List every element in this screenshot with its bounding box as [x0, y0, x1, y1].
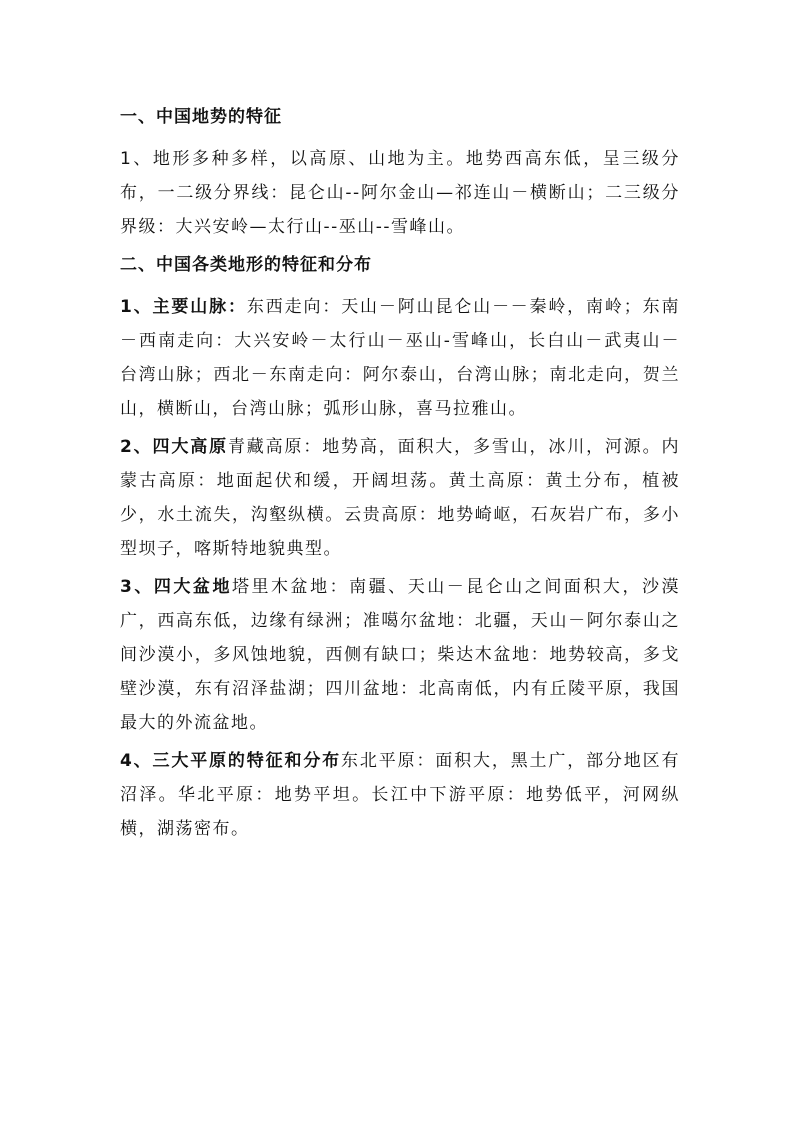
paragraph-label: 1、主要山脉：: [120, 297, 247, 317]
paragraph-terrain-features: [120, 142, 680, 244]
document-body: [120, 100, 680, 850]
paragraph-text: 青藏高原：地势高，面积大，多雪山，冰川，河源。内蒙古高原：地面起伏和缓，开阔坦荡。黄土高原：黄土分布，植被少，水土流失，沟壑纵横。云贵高原：地势崎岖，石灰岩广布，多小型坝子，喀斯特地貌典型。: [120, 437, 680, 559]
section-heading-2: 二、中国各类地形的特征和分布: [120, 255, 372, 275]
paragraph-text: 1、地形多种多样，以高原、山地为主。地势西高东低，呈三级分布，一二级分界线：昆仑山--阿尔金山—祁连山－横断山；二三级分界级：大兴安岭—太行山--巫山--雪峰山。: [120, 149, 680, 237]
paragraph-label: 4、三大平原的特征和分布: [120, 751, 342, 771]
paragraph-text: 东北平原：面积大，黑土广，部分地区有沼泽。华北平原：地势平坦。长江中下游平原：地势低平，河网纵横，湖荡密布。: [120, 751, 681, 839]
paragraph-plains: [120, 744, 680, 846]
paragraph-text: 东西走向：天山－阿山昆仑山－－秦岭，南岭；东南－西南走向：大兴安岭－太行山－巫山-雪峰山，长白山－武夷山－台湾山脉；西北－东南走向：阿尔泰山，台湾山脉；南北走向，贺兰山，横断山，台湾山脉；弧形山脉，喜马拉雅山。: [120, 297, 680, 419]
paragraph-label: 3、四大盆地: [120, 577, 232, 597]
section-heading-1: 一、中国地势的特征: [120, 107, 282, 127]
paragraph-mountains: [120, 290, 680, 426]
paragraph-text: 塔里木盆地：南疆、天山－昆仑山之间面积大，沙漠广，西高东低，边缘有绿洲；准噶尔盆地：北疆，天山－阿尔泰山之间沙漠小，多风蚀地貌，西侧有缺口；柴达木盆地：地势较高，多戈壁沙漠，东有沼泽盐湖；四川盆地：北高南低，内有丘陵平原，我国最大的外流盆地。: [120, 577, 680, 733]
paragraph-basins: [120, 570, 680, 740]
paragraph-label: 2、四大高原: [120, 437, 228, 457]
paragraph-plateaus: [120, 430, 680, 566]
